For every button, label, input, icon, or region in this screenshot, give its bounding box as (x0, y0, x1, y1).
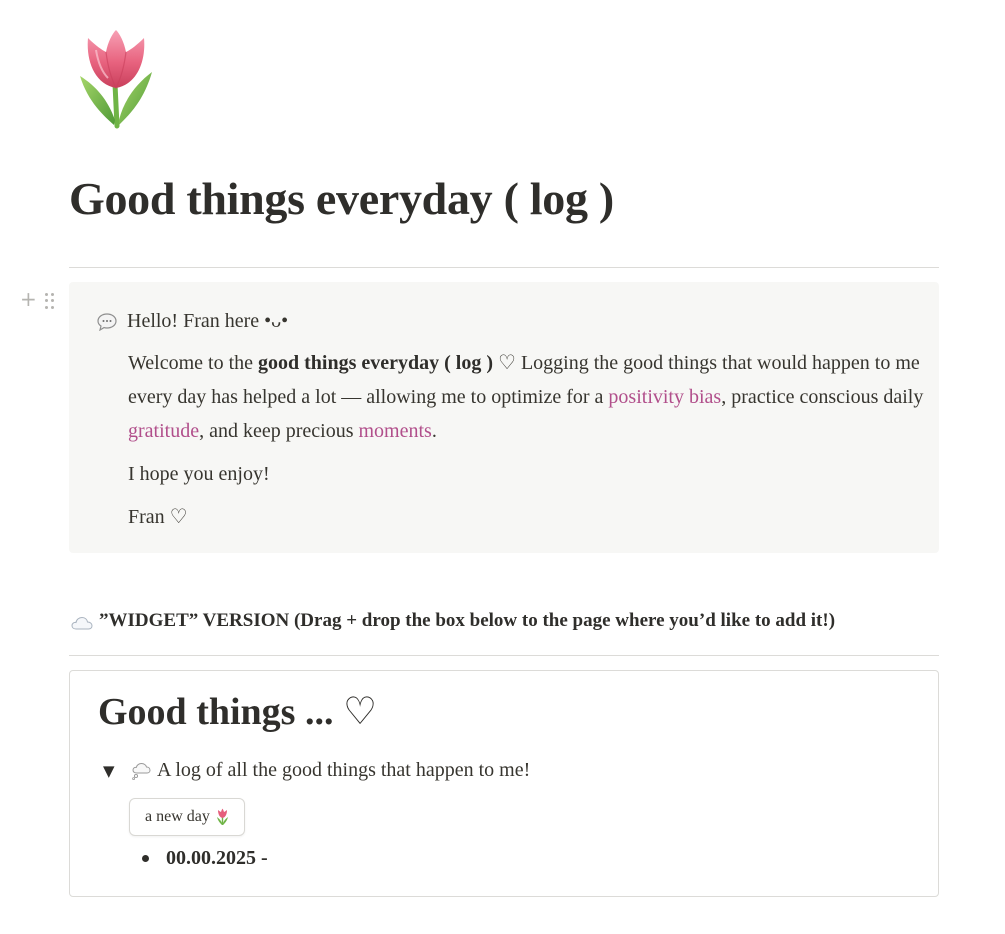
log-bullet-item[interactable] (142, 847, 268, 870)
add-block-icon[interactable]: + (20, 287, 37, 311)
toggle-block (103, 759, 530, 782)
new-day-button-label: a new day (145, 808, 210, 825)
speech-bubble-icon (97, 313, 117, 331)
section-divider (69, 655, 939, 656)
toggle-arrow-icon[interactable]: ▼ (103, 761, 115, 780)
tulip-icon (216, 808, 229, 826)
welcome-bold: good things everyday ( log ) (258, 352, 494, 374)
bullet-text: 00.00.2025 - (166, 847, 268, 869)
welcome-callout (69, 282, 939, 553)
welcome-after-bold: ♡ Logging the good things that would happen to me every day has helped a lot — allowing me to optimize for a (128, 352, 920, 408)
thought-bubble-icon (131, 762, 151, 780)
positivity-bias-link[interactable]: positivity bias (608, 386, 722, 408)
toggle-text[interactable]: A log of all the good things that happen to me! (157, 759, 531, 781)
widget-title-heart: ♡ (342, 691, 378, 733)
cloud-icon (71, 614, 93, 628)
section-heading-text: ”WIDGET” VERSION (Drag + drop the box below to the page where you’d like to add it!) (99, 610, 836, 631)
text-after-moments: . (431, 420, 437, 442)
bullet-dot (142, 855, 149, 862)
moments-link[interactable]: moments (358, 420, 432, 442)
widget-title-text: Good things ... (98, 691, 334, 733)
gratitude-link[interactable]: gratitude (128, 420, 200, 442)
widget-box[interactable] (69, 670, 939, 897)
welcome-prefix: Welcome to the (128, 352, 259, 374)
widget-title[interactable] (98, 689, 377, 734)
callout-heading (97, 310, 288, 333)
callout-body[interactable] (128, 346, 928, 543)
widget-section-heading[interactable] (71, 610, 835, 632)
title-divider (69, 267, 939, 268)
drag-handle-icon[interactable] (45, 289, 54, 309)
page-title[interactable]: Good things everyday ( log ) (69, 173, 614, 224)
text-after-positivity: , practice conscious daily (721, 386, 924, 408)
page-tulip-icon[interactable] (74, 28, 160, 130)
enjoy-line[interactable]: I hope you enjoy! (128, 463, 270, 485)
welcome-paragraph[interactable] (128, 346, 928, 448)
callout-heading-text[interactable]: Hello! Fran here •ᴗ• (127, 310, 289, 332)
signature[interactable]: Fran ♡ (128, 506, 188, 528)
new-day-button[interactable] (129, 798, 245, 836)
text-after-gratitude: , and keep precious (199, 420, 359, 442)
block-handle (20, 289, 54, 309)
